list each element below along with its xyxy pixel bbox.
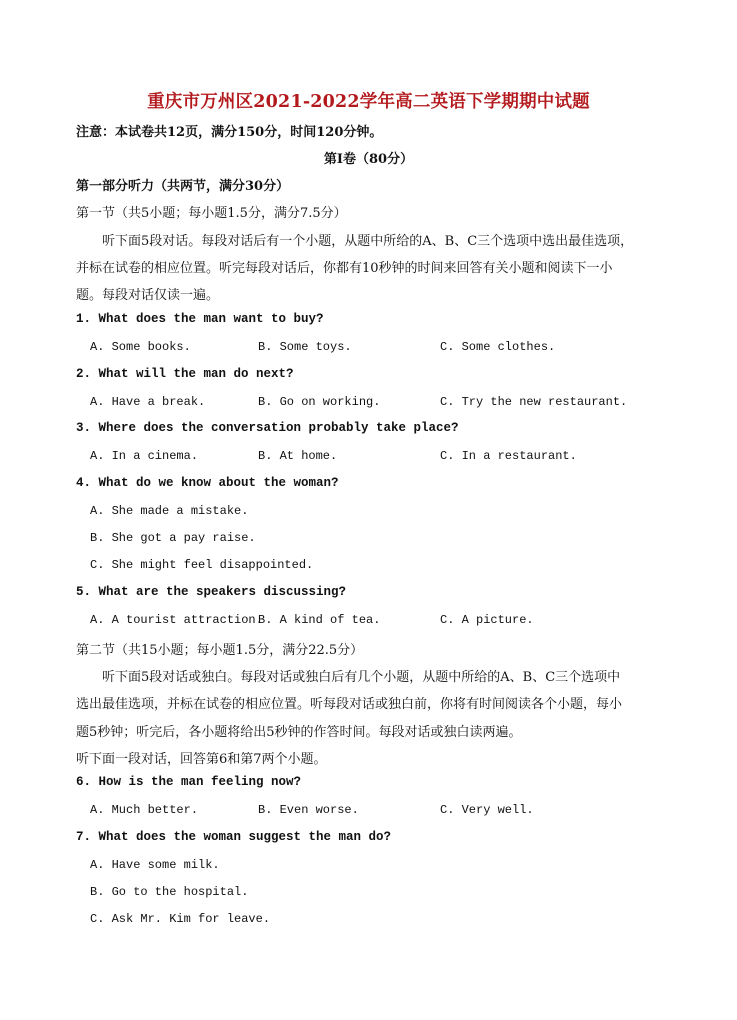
option-c: C. In a restaurant.: [440, 449, 577, 463]
question-text: 1. What does the man want to buy?: [76, 312, 324, 326]
instruction-line: 选出最佳选项，并标在试卷的相应位置。听每段对话或独白前，你将有时间阅读各个小题，每小: [76, 697, 623, 712]
option-a: A. She made a mistake.: [90, 504, 249, 518]
option-c: C. Try the new restaurant.: [440, 395, 628, 409]
section-heading: 第一节（共5小题；每小题1.5分，满分7.5分）: [76, 206, 347, 221]
option-b: B. Go to the hospital.: [90, 885, 249, 899]
question-text: 3. Where does the conversation probably take place?: [76, 421, 459, 435]
option-a: A. Have some milk.: [90, 858, 220, 872]
instruction-line: 题。每段对话仅读一遍。: [76, 288, 220, 303]
option-b: B. Go on working.: [258, 395, 381, 409]
option-b: B. At home.: [258, 449, 338, 463]
instruction-line: 题5秒钟；听完后，各小题将给出5秒钟的作答时间。每段对话或独白读两遍。: [76, 725, 522, 740]
option-c: C. A picture.: [440, 613, 534, 627]
notice-text: 注意：本试卷共12页，满分150分，时间120分钟。: [76, 125, 383, 140]
question-text: 6. How is the man feeling now?: [76, 775, 302, 789]
option-b: B. A kind of tea.: [258, 613, 381, 627]
option-c: C. Very well.: [440, 803, 534, 817]
page-title: 重庆市万州区2021-2022学年高二英语下学期期中试题: [147, 92, 590, 112]
section-heading: 第二节（共15小题；每小题1.5分，满分22.5分）: [76, 643, 364, 658]
question-text: 7. What does the woman suggest the man do?: [76, 830, 392, 844]
option-a: A. Much better.: [90, 803, 199, 817]
option-b: B. Even worse.: [258, 803, 359, 817]
option-c: C. Ask Mr. Kim for leave.: [90, 912, 271, 926]
instruction-line: 听下面5段对话。每段对话后有一个小题，从题中所给的A、B、C三个选项中选出最佳选项，: [102, 234, 634, 249]
option-b: B. She got a pay raise.: [90, 531, 256, 545]
option-b: B. Some toys.: [258, 340, 352, 354]
option-a: A. A tourist attraction.: [90, 613, 263, 627]
option-a: A. In a cinema.: [90, 449, 199, 463]
instruction-note: 听下面一段对话，回答第6和第7两个小题。: [76, 752, 327, 767]
question-text: 2. What will the man do next?: [76, 367, 294, 381]
part-heading: 第一部分听力（共两节，满分30分）: [76, 179, 290, 194]
instruction-line: 并标在试卷的相应位置。听完每段对话后，你都有10秒钟的时间来回答有关小题和阅读下一小: [76, 261, 613, 276]
option-c: C. Some clothes.: [440, 340, 556, 354]
volume-heading: 第Ⅰ卷（80分）: [323, 152, 414, 167]
question-text: 4. What do we know about the woman?: [76, 476, 339, 490]
option-a: A. Some books.: [90, 340, 191, 354]
option-c: C. She might feel disappointed.: [90, 558, 314, 572]
question-text: 5. What are the speakers discussing?: [76, 585, 347, 599]
instruction-line: 听下面5段对话或独白。每段对话或独白后有几个小题，从题中所给的A、B、C三个选项中: [102, 670, 621, 685]
option-a: A. Have a break.: [90, 395, 206, 409]
